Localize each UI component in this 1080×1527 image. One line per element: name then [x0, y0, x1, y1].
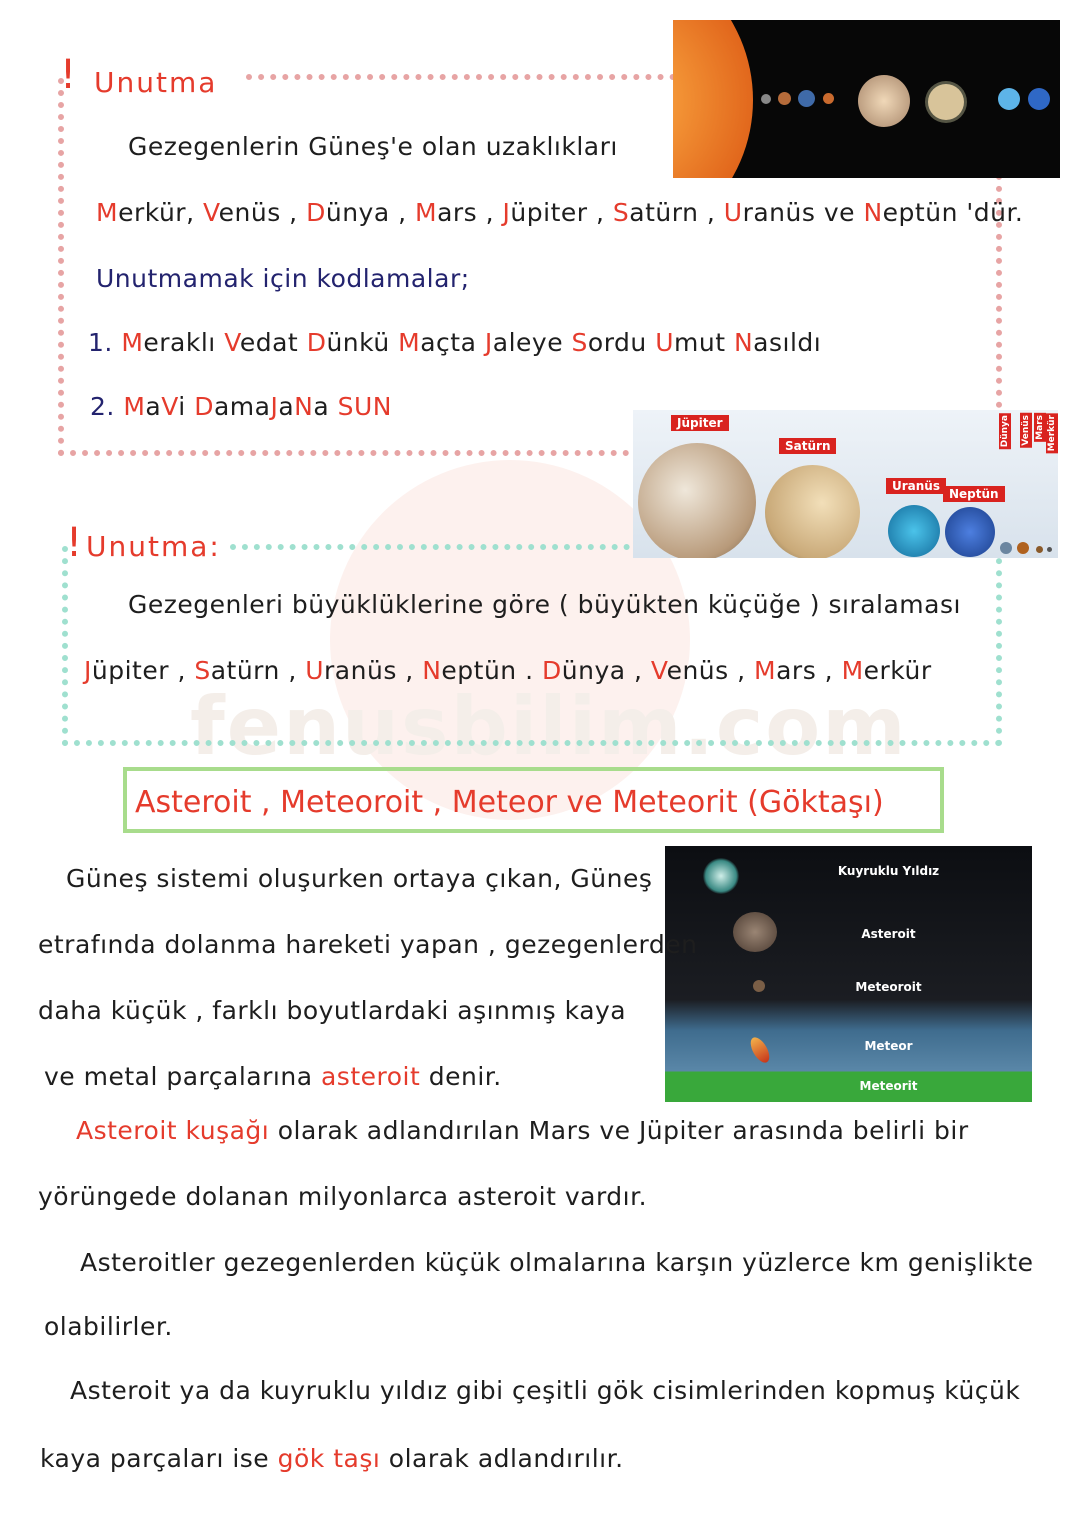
- text-segment: ranüs ,: [324, 656, 423, 685]
- highlighted-text: S: [612, 198, 630, 227]
- highlighted-text: V: [202, 198, 219, 227]
- text-segment: enüs ,: [666, 656, 755, 685]
- text-segment: üpiter ,: [91, 656, 195, 685]
- highlighted-text: SUN: [337, 392, 393, 421]
- highlighted-text: J: [84, 656, 92, 685]
- planet-label: Uranüs: [886, 478, 946, 494]
- reminder-box-size: [62, 546, 1002, 746]
- section-title: Unutma:: [86, 530, 221, 563]
- highlighted-text: M: [96, 198, 119, 227]
- text-segment: Asteroit ya da kuyruklu yıldız gibi çeşitli gök cisimlerinden kopmuş küçük: [70, 1376, 1021, 1405]
- text-segment: 1.: [88, 328, 122, 357]
- planet-size-comparison-image: [633, 410, 1058, 558]
- planet-label: Merkür: [1047, 415, 1057, 452]
- text-segment: Güneş sistemi oluşurken ortaya çıkan, Güneş: [66, 864, 653, 893]
- highlighted-text: N: [294, 392, 314, 421]
- highlighted-text: N: [422, 656, 442, 685]
- text-segment: Unutmamak için kodlamalar;: [96, 264, 470, 293]
- highlighted-text: D: [306, 328, 327, 357]
- exclamation-icon: !: [60, 52, 77, 98]
- highlighted-text: D: [306, 198, 326, 227]
- text-line: [44, 1312, 173, 1341]
- planet-label: Jüpiter: [671, 415, 729, 431]
- text-line: [84, 656, 932, 685]
- text-segment: eptün 'dür.: [882, 198, 1024, 227]
- text-line: [70, 1376, 1020, 1405]
- text-segment: atürn ,: [629, 198, 724, 227]
- text-segment: edat: [239, 328, 307, 357]
- text-segment: eraklı: [143, 328, 225, 357]
- text-segment: atürn ,: [210, 656, 306, 685]
- text-segment: yörüngede dolanan milyonlarca asteroit vardır.: [38, 1182, 648, 1211]
- highlighted-text: M: [398, 328, 421, 357]
- planet-label: Satürn: [779, 438, 836, 454]
- text-line: [38, 1182, 647, 1211]
- highlighted-text: M: [754, 656, 777, 685]
- space-objects-image: [665, 846, 1032, 1102]
- highlighted-text: V: [161, 392, 179, 421]
- text-segment: ranüs ve: [742, 198, 864, 227]
- highlighted-text: U: [305, 656, 325, 685]
- highlighted-text: Asteroit kuşağı: [76, 1116, 270, 1145]
- space-label: Asteroit: [861, 927, 916, 941]
- text-segment: açta: [420, 328, 485, 357]
- solar-system-image: [673, 20, 1060, 178]
- text-line: [96, 264, 470, 293]
- highlighted-text: M: [841, 656, 864, 685]
- divider: [246, 74, 676, 80]
- text-segment: ünya ,: [561, 656, 651, 685]
- text-segment: ars ,: [776, 656, 842, 685]
- text-segment: etrafında dolanma hareketi yapan , gezegenlerden: [38, 930, 698, 959]
- text-segment: a: [145, 392, 162, 421]
- text-segment: Gezegenlerin Güneş'e olan uzaklıkları: [128, 132, 618, 161]
- text-segment: olarak adlandırılan Mars ve Jüpiter arasında belirli bir: [269, 1116, 969, 1145]
- highlighted-text: N: [733, 328, 754, 357]
- highlighted-text: asteroit: [320, 1062, 421, 1091]
- highlighted-text: V: [224, 328, 240, 357]
- watermark: fenusbilim.com: [190, 680, 908, 773]
- section-heading: Asteroit , Meteoroit , Meteor ve Meteorit (Göktaşı): [123, 767, 944, 833]
- text-line: [40, 1444, 624, 1473]
- highlighted-text: gök taşı: [277, 1444, 381, 1473]
- highlighted-text: V: [650, 656, 667, 685]
- text-line: [80, 1248, 1033, 1277]
- text-segment: eptün .: [441, 656, 542, 685]
- text-segment: 2.: [90, 392, 124, 421]
- text-segment: a: [278, 392, 295, 421]
- text-segment: ama: [213, 392, 271, 421]
- text-line: [44, 1062, 502, 1091]
- text-segment: mut: [674, 328, 734, 357]
- text-segment: erkür: [863, 656, 932, 685]
- text-line: [76, 1116, 969, 1145]
- text-line: [128, 132, 618, 161]
- text-segment: olabilirler.: [44, 1312, 173, 1341]
- highlighted-text: U: [655, 328, 675, 357]
- highlighted-text: M: [121, 328, 144, 357]
- space-label: Meteorit: [859, 1079, 918, 1093]
- sun-icon: [673, 20, 753, 178]
- text-segment: Asteroitler gezegenlerden küçük olmalarına karşın yüzlerce km genişlikte: [80, 1248, 1034, 1277]
- highlighted-text: D: [541, 656, 562, 685]
- text-segment: kaya parçaları ise: [40, 1444, 278, 1473]
- text-segment: denir.: [420, 1062, 502, 1091]
- text-segment: daha küçük , farklı boyutlardaki aşınmış kaya: [38, 996, 627, 1025]
- text-segment: ve metal parçalarına: [44, 1062, 321, 1091]
- text-segment: Gezegenleri büyüklüklerine göre ( büyükten küçüğe ) sıralaması: [128, 590, 961, 619]
- highlighted-text: N: [863, 198, 883, 227]
- highlighted-text: M: [415, 198, 438, 227]
- text-line: [88, 328, 821, 357]
- text-line: [38, 930, 697, 959]
- text-line: [128, 590, 961, 619]
- highlighted-text: J: [502, 198, 511, 227]
- text-line: [90, 392, 392, 421]
- section-title: Unutma: [94, 66, 218, 99]
- text-line: [38, 996, 626, 1025]
- text-segment: üpiter ,: [510, 198, 613, 227]
- highlighted-text: U: [723, 198, 743, 227]
- text-segment: ünkü: [326, 328, 399, 357]
- text-segment: ünya ,: [325, 198, 415, 227]
- planet-label: Mars: [1035, 415, 1045, 440]
- text-segment: enüs ,: [218, 198, 307, 227]
- planet-label: Dünya: [1000, 415, 1010, 448]
- planet-label: Venüs: [1021, 415, 1031, 446]
- text-segment: i: [178, 392, 195, 421]
- highlighted-text: J: [270, 392, 279, 421]
- text-segment: asıldı: [753, 328, 822, 357]
- exclamation-icon: !: [66, 520, 83, 566]
- text-segment: ordu: [587, 328, 656, 357]
- highlighted-text: D: [194, 392, 214, 421]
- text-line: [66, 864, 652, 893]
- text-line: [96, 198, 1023, 227]
- text-segment: aleye: [492, 328, 572, 357]
- text-segment: a: [313, 392, 338, 421]
- text-segment: olarak adlandırılır.: [380, 1444, 624, 1473]
- planet-label: Neptün: [943, 486, 1005, 502]
- highlighted-text: S: [571, 328, 588, 357]
- highlighted-text: S: [194, 656, 211, 685]
- space-label: Meteor: [864, 1039, 913, 1053]
- highlighted-text: M: [123, 392, 146, 421]
- text-segment: erkür,: [118, 198, 203, 227]
- space-label: Meteoroit: [855, 980, 922, 994]
- highlighted-text: J: [484, 328, 493, 357]
- text-segment: ars ,: [437, 198, 503, 227]
- space-label: Kuyruklu Yıldız: [837, 864, 940, 878]
